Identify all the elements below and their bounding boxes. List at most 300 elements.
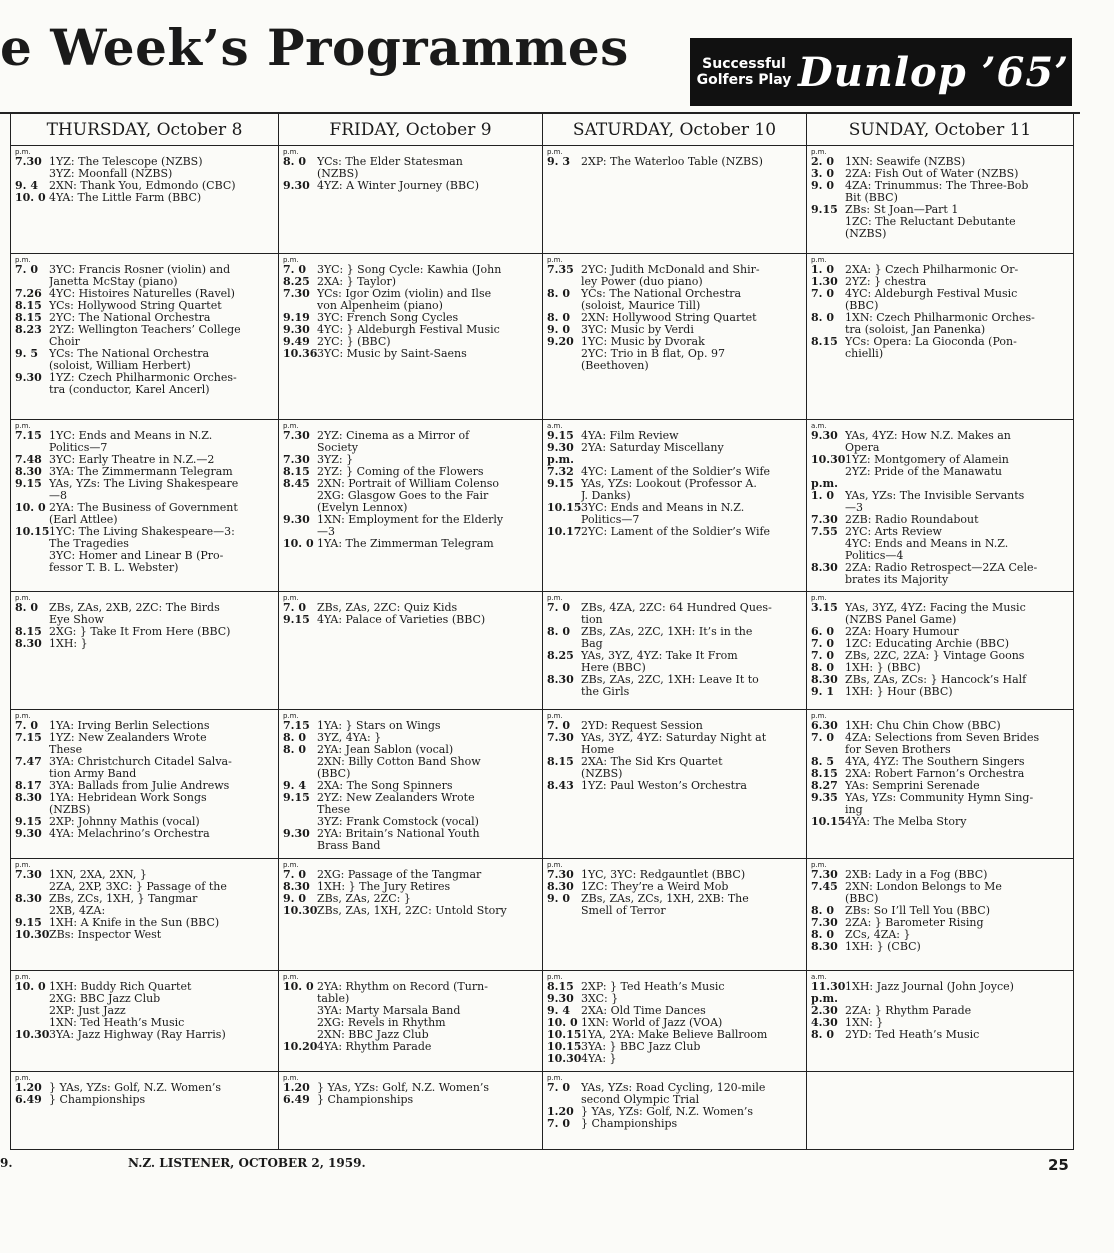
- programme-block: [543, 254, 806, 420]
- programme-text: ZBs, 4ZA, 2ZC: 64 Hundred Ques-: [581, 602, 772, 614]
- programme-line: [811, 550, 1068, 562]
- programme-line: [811, 744, 1068, 756]
- programme-time: [811, 228, 845, 240]
- programme-line: [15, 502, 273, 514]
- programme-time: 7. 0: [283, 263, 306, 276]
- programme-time: 9.30: [283, 323, 310, 336]
- programme-text: 3YC: Francis Rosner (violin) and: [49, 264, 231, 276]
- programme-line: [15, 348, 273, 360]
- programme-line: [811, 905, 1068, 917]
- time-period-label: p.m.: [547, 148, 563, 156]
- programme-time: 10.30: [547, 1052, 582, 1065]
- programme-line: [811, 478, 1068, 490]
- programme-text: Here (BBC): [581, 662, 646, 674]
- programme-line: [15, 430, 273, 442]
- programme-text: 4YC: Histoires Naturelles (Ravel): [49, 288, 235, 300]
- programme-text: ZBs: St Joan—Part 1: [845, 204, 959, 216]
- programme-time: 7.45: [811, 880, 838, 893]
- time-period-label: p.m.: [15, 148, 31, 156]
- time-period-label: p.m.: [15, 594, 31, 602]
- programme-line: [547, 650, 801, 662]
- programme-line: [547, 732, 801, 744]
- programme-text: ing: [845, 804, 863, 816]
- programme-text: (soloist, Maurice Till): [581, 300, 701, 312]
- programme-time: 9.30: [283, 513, 310, 526]
- programme-text: 3YC: } Song Cycle: Kawhia (John: [317, 264, 502, 276]
- programme-text: 2XA: } Taylor): [317, 276, 397, 288]
- programme-text: 3YC: Homer and Linear B (Pro-: [49, 550, 224, 562]
- programme-line: [283, 993, 537, 1005]
- programme-time: 10.15: [547, 501, 582, 514]
- programme-line: [283, 744, 537, 756]
- programme-time: 9.35: [811, 791, 838, 804]
- programme-text: YCs: The Elder Statesman: [317, 156, 463, 168]
- programme-time: 10.15: [547, 1028, 582, 1041]
- programme-line: [811, 780, 1068, 792]
- programme-text: 4YA: Melachrino’s Orchestra: [49, 828, 210, 840]
- programme-text: (BBC): [845, 300, 879, 312]
- programme-grid: [0, 112, 1080, 1148]
- programme-time: 8. 0: [811, 928, 834, 941]
- programme-block: [543, 592, 806, 710]
- programme-text: 1ZC: Educating Archie (BBC): [845, 638, 1010, 650]
- programme-line: [811, 276, 1068, 288]
- programme-time: 8.15: [811, 335, 838, 348]
- programme-time: 7.30: [283, 287, 310, 300]
- programme-time: 2.30: [811, 1004, 838, 1017]
- programme-time: 8.15: [811, 767, 838, 780]
- programme-text: 1YC: Music by Dvorak: [581, 336, 705, 348]
- programme-text: 3YC: Music by Saint-Saens: [317, 348, 467, 360]
- programme-line: [283, 324, 537, 336]
- programme-text: These: [49, 744, 83, 756]
- programme-time: 10.15: [811, 815, 846, 828]
- programme-text: The Tragedies: [49, 538, 129, 550]
- programme-text: J. Danks): [581, 490, 631, 502]
- programme-text: 4YA: Rhythm Parade: [317, 1041, 432, 1053]
- programme-text: (NZBS): [581, 768, 623, 780]
- programme-text: (NZBS): [845, 228, 887, 240]
- programme-text: 3YC: Music by Verdi: [581, 324, 694, 336]
- programme-line: [811, 348, 1068, 360]
- programme-text: 2XG: } Take It From Here (BBC): [49, 626, 231, 638]
- programme-time: [15, 538, 49, 550]
- programme-text: 2YZ: } chestra: [845, 276, 927, 288]
- time-period-label: p.m.: [283, 148, 299, 156]
- programme-line: [283, 840, 537, 852]
- programme-time: 9.15: [283, 613, 310, 626]
- programme-line: [547, 348, 801, 360]
- programme-text: ZBs, ZAs, 2XB, 2ZC: The Birds: [49, 602, 220, 614]
- programme-time: 9. 4: [547, 1004, 570, 1017]
- programme-block: [11, 420, 278, 592]
- programme-time: 7.47: [15, 755, 42, 768]
- programme-time: 11.30: [811, 980, 846, 993]
- programme-text: 2XP: Just Jazz: [49, 1005, 126, 1017]
- programme-line: [811, 490, 1068, 502]
- programme-line: [283, 1041, 537, 1053]
- programme-line: [811, 720, 1068, 732]
- programme-line: [547, 662, 801, 674]
- programme-time: 8.15: [15, 311, 42, 324]
- programme-line: [283, 312, 537, 324]
- programme-block: [543, 859, 806, 971]
- programme-time: 9. 1: [811, 685, 834, 698]
- page-title: e Week’s Programmes: [0, 18, 629, 77]
- programme-text: 1YZ: New Zealanders Wrote: [49, 732, 207, 744]
- programme-line: [15, 490, 273, 502]
- day-column: [806, 114, 1074, 1150]
- programme-line: [547, 276, 801, 288]
- programme-line: [547, 993, 801, 1005]
- programme-text: 1YZ: The Telescope (NZBS): [49, 156, 203, 168]
- programme-text: 1YC: Ends and Means in N.Z.: [49, 430, 213, 442]
- programme-text: the Girls: [581, 686, 630, 698]
- programme-line: [15, 869, 273, 881]
- programme-time: 7. 0: [283, 868, 306, 881]
- programme-time: 9. 0: [811, 179, 834, 192]
- programme-text: 3YZ, 4YA: }: [317, 732, 382, 744]
- programme-line: [811, 614, 1068, 626]
- programme-text: Janetta McStay (piano): [49, 276, 178, 288]
- programme-text: 1YZ: Paul Weston’s Orchestra: [581, 780, 747, 792]
- programme-text: 4YA, 4YZ: The Southern Singers: [845, 756, 1025, 768]
- programme-text: 2XG: Passage of the Tangmar: [317, 869, 482, 881]
- programme-text: 1YA: Irving Berlin Selections: [49, 720, 210, 732]
- time-period-label: p.m.: [547, 861, 563, 869]
- programme-block: [807, 859, 1073, 971]
- programme-line: [811, 1029, 1068, 1041]
- programme-time: [15, 1005, 49, 1017]
- programme-time: 8.30: [15, 637, 42, 650]
- programme-text: 2XA: Old Time Dances: [581, 1005, 706, 1017]
- programme-text: brates its Majority: [845, 574, 949, 586]
- programme-time: 9.30: [547, 441, 574, 454]
- programme-text: YAs, 3YZ, 4YZ: Saturday Night at: [581, 732, 767, 744]
- programme-text: 1XH: Jazz Journal (John Joyce): [845, 981, 1014, 993]
- programme-line: [15, 276, 273, 288]
- programme-time: [283, 1017, 317, 1029]
- programme-text: YCs: Hollywood String Quartet: [49, 300, 222, 312]
- programme-time: 9.15: [547, 429, 574, 442]
- programme-time: 7.35: [547, 263, 574, 276]
- programme-time: 9.15: [15, 815, 42, 828]
- programme-line: [15, 732, 273, 744]
- programme-text: 1XH: } Hour (BBC): [845, 686, 953, 698]
- programme-line: [283, 300, 537, 312]
- programme-text: 1XH: } The Jury Retires: [317, 881, 451, 893]
- programme-time: 8.15: [547, 755, 574, 768]
- programme-line: [811, 228, 1068, 240]
- time-period-label: a.m.: [811, 422, 827, 430]
- programme-text: 2YC: Trio in B flat, Op. 97: [581, 348, 725, 360]
- time-period-label: p.m.: [547, 594, 563, 602]
- programme-line: [811, 562, 1068, 574]
- programme-time: [547, 686, 581, 698]
- programme-time: 9. 0: [283, 892, 306, 905]
- programme-line: [15, 514, 273, 526]
- time-period-label: p.m.: [15, 1074, 31, 1082]
- programme-line: [15, 180, 273, 192]
- programme-line: [283, 614, 537, 626]
- programme-time: 10. 0: [15, 191, 46, 204]
- programme-line: [811, 156, 1068, 168]
- programme-line: [15, 792, 273, 804]
- time-period-label: p.m.: [811, 712, 827, 720]
- programme-text: Politics—7: [581, 514, 640, 526]
- programme-time: 8. 0: [283, 743, 306, 756]
- programme-time: 7. 0: [547, 719, 570, 732]
- programme-block: [279, 592, 542, 710]
- programme-time: 8.25: [547, 649, 574, 662]
- programme-line: [811, 312, 1068, 324]
- programme-text: ZBs, ZAs, ZCs, 1XH, 2XB: The: [581, 893, 749, 905]
- programme-line: [15, 538, 273, 550]
- programme-time: 7.30: [15, 155, 42, 168]
- programme-time: 1.20: [283, 1081, 310, 1094]
- programme-time: 9.15: [15, 916, 42, 929]
- programme-text: table): [317, 993, 350, 1005]
- programme-text: ley Power (duo piano): [581, 276, 703, 288]
- time-period-label: p.m.: [15, 422, 31, 430]
- programme-text: 1YA: Hebridean Work Songs: [49, 792, 207, 804]
- programme-time: 8. 0: [811, 1028, 834, 1041]
- programme-line: [15, 917, 273, 929]
- programme-time: 8.27: [811, 779, 838, 792]
- programme-time: [283, 756, 317, 768]
- programme-text: 2XN: London Belongs to Me: [845, 881, 1002, 893]
- programme-line: [547, 1029, 801, 1041]
- programme-text: YCs: The National Orchestra: [49, 348, 210, 360]
- programme-time: 10.20: [283, 1040, 318, 1053]
- programme-time: 9.15: [283, 791, 310, 804]
- programme-text: 2YZ: New Zealanders Wrote: [317, 792, 475, 804]
- programme-time: 9.15: [547, 477, 574, 490]
- programme-text: 2XA: The Song Spinners: [317, 780, 453, 792]
- programme-text: chielli): [845, 348, 884, 360]
- programme-line: [547, 514, 801, 526]
- programme-line: [283, 502, 537, 514]
- programme-text: 4YC: Aldeburgh Festival Music: [845, 288, 1018, 300]
- programme-text: 2YZ: Pride of the Manawatu: [845, 466, 1002, 478]
- programme-line: [15, 384, 273, 396]
- programme-line: [547, 430, 801, 442]
- programme-line: [547, 1041, 801, 1053]
- programme-text: 2XN: BBC Jazz Club: [317, 1029, 429, 1041]
- programme-line: [547, 300, 801, 312]
- programme-text: 2YC: Judith McDonald and Shir-: [581, 264, 760, 276]
- programme-text: 2YC: Lament of the Soldier’s Wife: [581, 526, 771, 538]
- programme-text: 2XP: Johnny Mathis (vocal): [49, 816, 200, 828]
- programme-text: 4YA: Palace of Varieties (BBC): [317, 614, 486, 626]
- programme-time: 7.55: [811, 525, 838, 538]
- programme-line: [283, 430, 537, 442]
- programme-line: [15, 192, 273, 204]
- time-period-label: p.m.: [283, 256, 299, 264]
- programme-text: ZBs, ZAs, 2ZC, 1XH: Leave It to: [581, 674, 759, 686]
- programme-text: tra (soloist, Jan Panenka): [845, 324, 986, 336]
- programme-text: 4YC: Lament of the Soldier’s Wife: [581, 466, 771, 478]
- time-period-label: p.m.: [283, 422, 299, 430]
- programme-time: 8.30: [15, 791, 42, 804]
- programme-text: 2YD: Ted Heath’s Music: [845, 1029, 980, 1041]
- programme-line: [811, 1005, 1068, 1017]
- programme-time: 7. 0: [283, 601, 306, 614]
- programme-time: 7.15: [15, 429, 42, 442]
- programme-time: 9.20: [547, 335, 574, 348]
- programme-line: [15, 300, 273, 312]
- programme-text: 2YA: Saturday Miscellany: [581, 442, 724, 454]
- day-heading: FRIDAY, October 9: [279, 114, 542, 146]
- programme-time: 10.30: [811, 453, 846, 466]
- programme-line: [283, 180, 537, 192]
- programme-line: [811, 538, 1068, 550]
- programme-text: 4ZA: Selections from Seven Brides: [845, 732, 1040, 744]
- programme-line: [811, 792, 1068, 804]
- programme-text: 2YZ: Wellington Teachers’ College: [49, 324, 241, 336]
- programme-block: [543, 971, 806, 1072]
- programme-time: 8.15: [15, 299, 42, 312]
- programme-time: 7.26: [15, 287, 42, 300]
- programme-text: 3YA: Marty Marsala Band: [317, 1005, 461, 1017]
- footer-left-page: 9.: [0, 1156, 13, 1170]
- advert-brand: Dunlop ’65’: [798, 48, 1070, 96]
- programme-text: (NZBS): [317, 168, 359, 180]
- programme-text: 2YC: The National Orchestra: [49, 312, 211, 324]
- programme-line: [283, 881, 537, 893]
- programme-line: [15, 744, 273, 756]
- time-period-label: a.m.: [547, 422, 563, 430]
- time-period-label: p.m.: [811, 861, 827, 869]
- time-period-label: p.m.: [547, 973, 563, 981]
- programme-line: [283, 720, 537, 732]
- programme-time: [15, 384, 49, 396]
- programme-block: [279, 710, 542, 859]
- programme-time: 8. 0: [15, 601, 38, 614]
- programme-line: [811, 526, 1068, 538]
- programme-text: 3YZ: }: [317, 454, 354, 466]
- programme-line: [811, 442, 1068, 454]
- programme-time: 7.15: [283, 719, 310, 732]
- programme-line: [15, 466, 273, 478]
- programme-line: [547, 490, 801, 502]
- programme-text: 2ZA: } Barometer Rising: [845, 917, 984, 929]
- programme-time: 7. 0: [15, 263, 38, 276]
- programme-text: 3YA: Christchurch Citadel Salva-: [49, 756, 232, 768]
- programme-time: 10.30: [15, 928, 50, 941]
- programme-text: YAs, YZs: The Invisible Servants: [845, 490, 1025, 502]
- programme-time: 9.30: [15, 827, 42, 840]
- programme-text: (Earl Attlee): [49, 514, 118, 526]
- programme-block: [279, 859, 542, 971]
- programme-time: 9.49: [283, 335, 310, 348]
- time-period-label: p.m.: [547, 1074, 563, 1082]
- programme-text: 1YA: } Stars on Wings: [317, 720, 441, 732]
- programme-text: 4YA: }: [581, 1053, 617, 1065]
- time-period-label: p.m.: [547, 712, 563, 720]
- programme-time: 10.15: [547, 1040, 582, 1053]
- programme-line: [547, 744, 801, 756]
- programme-time: 9. 0: [547, 323, 570, 336]
- programme-text: 2XN: Billy Cotton Band Show: [317, 756, 481, 768]
- programme-time: [547, 905, 581, 917]
- programme-line: [15, 526, 273, 538]
- programme-line: [283, 442, 537, 454]
- programme-text: 2YA: Britain’s National Youth: [317, 828, 480, 840]
- programme-line: [811, 816, 1068, 828]
- programme-text: ZCs, 4ZA: }: [845, 929, 911, 941]
- programme-time: 7.30: [547, 868, 574, 881]
- programme-line: [15, 981, 273, 993]
- programme-time: 8.30: [811, 940, 838, 953]
- programme-text: 1XN: Employment for the Elderly: [317, 514, 504, 526]
- programme-line: [15, 442, 273, 454]
- programme-line: [15, 324, 273, 336]
- programme-text: 3YZ: Moonfall (NZBS): [49, 168, 173, 180]
- programme-text: } Championships: [317, 1094, 414, 1106]
- programme-line: [283, 1005, 537, 1017]
- programme-text: 3YC: Ends and Means in N.Z.: [581, 502, 745, 514]
- programme-block: [543, 420, 806, 592]
- programme-text: 2XA: The Sid Krs Quartet: [581, 756, 723, 768]
- programme-line: [15, 1082, 273, 1094]
- programme-line: [811, 336, 1068, 348]
- programme-line: [15, 828, 273, 840]
- programme-text: 2ZA, 2XP, 3XC: } Passage of the: [49, 881, 227, 893]
- programme-line: [811, 881, 1068, 893]
- programme-line: [547, 466, 801, 478]
- programme-line: [15, 550, 273, 562]
- programme-time: 7.30: [15, 868, 42, 881]
- programme-text: 2YA: The Business of Government: [49, 502, 238, 514]
- programme-time: 7. 0: [811, 731, 834, 744]
- programme-line: [283, 792, 537, 804]
- programme-text: 2YZ: Cinema as a Mirror of: [317, 430, 470, 442]
- programme-line: [811, 466, 1068, 478]
- programme-text: 1XH: }: [49, 638, 88, 650]
- programme-line: [283, 490, 537, 502]
- programme-time: 8.30: [283, 880, 310, 893]
- programme-line: [15, 905, 273, 917]
- programme-time: 10. 0: [15, 501, 46, 514]
- programme-line: [547, 981, 801, 993]
- programme-time: 9. 4: [283, 779, 306, 792]
- advert-tagline: Successful Golfers Play: [696, 56, 792, 88]
- programme-text: (BBC): [845, 893, 879, 905]
- programme-time: 8.30: [547, 673, 574, 686]
- programme-line: [811, 602, 1068, 614]
- programme-text: YAs, 4YZ: How N.Z. Makes an: [845, 430, 1011, 442]
- programme-line: [547, 454, 801, 466]
- programme-time: 8.25: [283, 275, 310, 288]
- programme-time: 10. 0: [15, 980, 46, 993]
- programme-text: (Beethoven): [581, 360, 649, 372]
- programme-line: [811, 204, 1068, 216]
- programme-line: [15, 1094, 273, 1106]
- programme-line: [547, 626, 801, 638]
- programme-line: [811, 650, 1068, 662]
- programme-line: [547, 602, 801, 614]
- programme-time: 8.30: [15, 892, 42, 905]
- programme-line: [547, 442, 801, 454]
- programme-text: 3YA: The Zimmermann Telegram: [49, 466, 233, 478]
- dunlop-advert: [690, 38, 1072, 106]
- programme-line: [283, 336, 537, 348]
- programme-time: [811, 574, 845, 586]
- programme-text: Bit (BBC): [845, 192, 898, 204]
- programme-text: ZBs, ZAs, 2ZC, 1XH: It’s in the: [581, 626, 753, 638]
- programme-line: [15, 264, 273, 276]
